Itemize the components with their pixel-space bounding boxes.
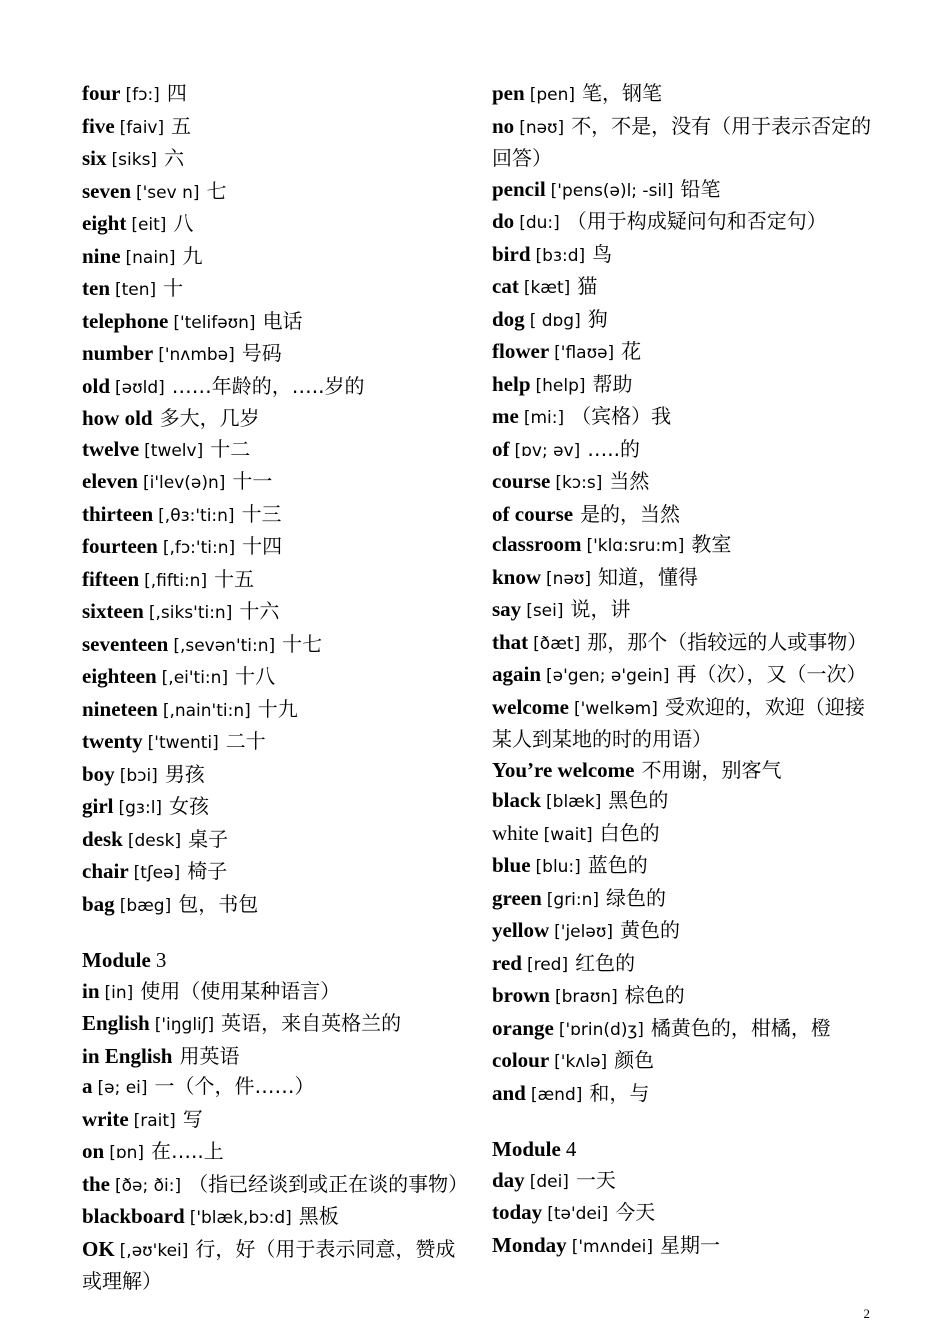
vocab-meaning: 十九 [257, 696, 298, 721]
vocab-meaning: 颜色 [614, 1048, 655, 1072]
vocab-word: write [82, 1106, 129, 1131]
vocab-meaning: （指已经谈到或正在谈的事物） [188, 1171, 469, 1196]
vocab-word: Monday [492, 1232, 567, 1257]
vocab-meaning: 十三 [241, 501, 282, 526]
vocab-phonetic: [gɜ:l] [118, 798, 163, 818]
vocab-phonetic: [,siks'ti:n] [148, 603, 233, 623]
vocab-meaning: …..的 [587, 436, 640, 461]
vocab-word: day [492, 1167, 525, 1192]
vocab-meaning: 花 [621, 339, 642, 363]
vocab-phonetic: [nəʊ] [546, 568, 592, 589]
vocab-meaning: 知道，懂得 [598, 564, 699, 589]
vocab-meaning: 八 [173, 211, 194, 235]
vocab-meaning: 十四 [242, 534, 283, 558]
vocab-phonetic: ['flaʊə] [554, 343, 615, 363]
vocab-meaning: 猫 [577, 274, 598, 298]
vocab-meaning: 当然 [609, 469, 650, 493]
vocab-word: help [492, 371, 531, 396]
vocab-phonetic: [rait] [133, 1110, 176, 1131]
vocab-word: that [492, 629, 529, 654]
vocab-word: girl [82, 794, 114, 818]
vocab-word: fourteen [82, 534, 158, 558]
vocab-meaning: 七 [206, 178, 227, 203]
vocab-meaning: 不用谢，别客气 [641, 757, 782, 782]
vocab-entry [492, 434, 877, 467]
vocab-meaning: 椅子 [187, 859, 228, 883]
vocab-meaning: 那，那个（指较远的人或事物） [587, 629, 868, 654]
vocab-entry [82, 694, 472, 727]
vocab-entry [492, 594, 877, 627]
vocab-phonetic: ['nʌmbə] [158, 345, 235, 365]
vocab-meaning: 笔，钢笔 [581, 81, 662, 105]
vocab-meaning: 英语，来自英格兰的 [221, 1011, 402, 1035]
vocab-word: do [492, 209, 515, 233]
vocab-meaning: 包，书包 [178, 891, 259, 916]
page-number: 2 [863, 1306, 870, 1321]
vocab-phonetic: [in] [104, 982, 134, 1003]
vocab-phonetic: [bæg] [119, 895, 172, 916]
vocab-word: sixteen [82, 599, 144, 623]
vocab-word: blackboard [82, 1204, 185, 1228]
vocab-entry [82, 1104, 472, 1137]
vocab-entry [492, 692, 877, 755]
vocab-word: OK [82, 1236, 115, 1261]
vocab-phonetic: [dei] [529, 1171, 569, 1192]
vocab-entry [492, 111, 877, 174]
vocab-meaning: 写 [182, 1106, 203, 1131]
vocab-phonetic: [du:] [519, 213, 560, 233]
vocab-entry [492, 627, 877, 660]
vocabulary-list [492, 78, 877, 1110]
vocab-entry [82, 889, 472, 922]
vocab-word: pencil [492, 176, 546, 201]
vocab-word: the [82, 1171, 110, 1196]
vocab-meaning: 四 [166, 81, 187, 105]
vocab-entry [492, 948, 877, 981]
vocab-entry [492, 369, 877, 402]
vocab-meaning: 十二 [210, 436, 251, 461]
vocab-word: of [492, 436, 510, 461]
vocab-phonetic: [ dɒg] [529, 310, 581, 331]
vocab-meaning: 桌子 [188, 826, 229, 851]
vocab-phonetic: [wait] [543, 824, 593, 845]
vocab-entry [82, 856, 472, 889]
vocab-entry [492, 466, 877, 499]
vocab-word: twenty [82, 729, 143, 753]
vocab-meaning: （用于构成疑问句和否定句） [566, 209, 827, 233]
vocab-entry [492, 1013, 877, 1046]
vocab-meaning: 行，好（用于表示同意，赞成或理解） [82, 1236, 456, 1293]
vocab-phonetic: [ə; ei] [97, 1078, 148, 1098]
vocab-meaning: 星期一 [660, 1232, 720, 1257]
vocab-word: again [492, 662, 542, 686]
vocab-phonetic: [tʃeə] [133, 863, 181, 883]
vocab-entry [82, 1071, 472, 1104]
vocab-phonetic: [red] [526, 954, 569, 975]
vocab-phonetic: [,fɔ:'ti:n] [162, 538, 236, 558]
vocab-phonetic: ['pens(ə)l; -sil] [550, 180, 674, 201]
vocab-word: chair [82, 859, 129, 883]
vocab-phonetic: [mi:] [523, 408, 565, 428]
vocab-phonetic: [blu:] [535, 857, 581, 877]
vocab-meaning: 十 [163, 276, 184, 300]
vocab-entry [492, 401, 877, 434]
vocab-word: blue [492, 853, 531, 877]
vocab-meaning: 五 [171, 113, 192, 138]
vocab-entry [492, 818, 877, 851]
vocab-meaning: 电话 [262, 308, 303, 333]
vocab-word: of course [492, 501, 574, 526]
vocab-meaning: 红色的 [575, 950, 636, 975]
vocab-word: You’re welcome [492, 757, 635, 782]
vocab-word: me [492, 404, 519, 428]
vocab-meaning: 铅笔 [680, 176, 721, 201]
vocab-entry [492, 206, 877, 239]
vocab-word: five [82, 113, 115, 138]
vocabulary-list [82, 78, 472, 921]
vocab-meaning: 帮助 [592, 371, 633, 396]
vocab-entry [492, 336, 877, 369]
vocab-entry [82, 1201, 472, 1234]
vocab-phonetic: ['klɑ:sru:m] [586, 536, 685, 556]
vocab-phonetic: [ten] [115, 280, 157, 300]
vocab-phonetic: [,fifti:n] [144, 570, 208, 591]
vocab-phonetic: [ænd] [530, 1084, 583, 1105]
vocab-meaning: 鸟 [592, 241, 613, 266]
vocab-word: nine [82, 243, 121, 268]
vocab-entry [82, 78, 472, 111]
vocab-word: ten [82, 276, 110, 300]
vocab-phonetic: [gri:n] [546, 889, 600, 910]
vocab-phonetic: [fɔ:] [125, 85, 160, 105]
vocab-meaning: 一天 [575, 1167, 616, 1192]
vocab-word: no [492, 113, 515, 138]
vocab-word: in [82, 978, 100, 1003]
vocab-entry [82, 791, 472, 824]
vocab-meaning: 多大，几岁 [159, 406, 260, 430]
vocab-phonetic: ['welkəm] [573, 698, 658, 719]
vocab-entry [82, 306, 472, 339]
vocab-entry [82, 1136, 472, 1169]
vocab-entry [82, 143, 472, 176]
vocab-word: say [492, 597, 522, 621]
vocab-entry [492, 562, 877, 595]
vocab-phonetic: [bɜ:d] [535, 245, 586, 266]
vocab-word: seven [82, 178, 131, 203]
vocab-meaning: 白色的 [599, 820, 660, 845]
vocab-phonetic: ['ɒrin(d)ʒ] [558, 1019, 644, 1040]
vocab-phonetic: ['twenti] [147, 733, 219, 753]
vocab-phonetic: [nain] [125, 247, 176, 268]
vocab-word: eight [82, 211, 127, 235]
module-number: 4 [565, 1137, 577, 1161]
vocab-phonetic: [tə'dei] [547, 1204, 609, 1224]
vocab-word: bag [82, 891, 115, 916]
vocab-entry [492, 239, 877, 272]
vocab-phonetic: [pen] [529, 85, 575, 105]
vocab-entry [82, 726, 472, 759]
vocab-entry [82, 531, 472, 564]
vocab-phonetic: [help] [535, 375, 586, 396]
right-column [492, 78, 877, 1262]
vocab-phonetic: ['sev n] [136, 182, 200, 203]
vocab-word: black [492, 788, 542, 812]
vocab-meaning: 教室 [691, 532, 732, 556]
vocab-meaning: 橘黄色的，柑橘，橙 [650, 1015, 831, 1040]
vocab-meaning: 用英语 [179, 1043, 240, 1068]
vocab-meaning: （宾格）我 [571, 404, 672, 428]
vocab-entry [492, 529, 877, 562]
vocab-entry [82, 241, 472, 274]
vocab-phonetic: [ɒn] [109, 1143, 145, 1163]
vocab-phonetic: [kæt] [523, 278, 571, 298]
vocab-meaning: 是的，当然 [580, 501, 681, 526]
vocab-meaning: 十七 [282, 631, 323, 656]
vocab-phonetic: [,nain'ti:n] [162, 700, 251, 721]
vocab-entry [82, 403, 472, 434]
vocab-phonetic: [,əʊ'kei] [119, 1240, 189, 1261]
vocab-meaning: 六 [164, 146, 185, 170]
vocabulary-list [82, 976, 472, 1297]
vocab-entry [82, 759, 472, 792]
vocab-meaning: 说，讲 [570, 597, 631, 621]
vocab-entry [82, 434, 472, 467]
vocab-word: pen [492, 81, 525, 105]
vocab-meaning: 狗 [587, 306, 608, 331]
vocab-word: white [492, 820, 539, 845]
vocab-entry [82, 824, 472, 857]
vocab-word: colour [492, 1048, 550, 1072]
vocab-word: and [492, 1080, 526, 1105]
module-label: Module [492, 1137, 561, 1161]
vocab-word: desk [82, 826, 123, 851]
vocab-meaning: 再（次），又（一次） [676, 662, 867, 686]
vocab-phonetic: [ɒv; əv] [514, 440, 581, 461]
vocab-meaning: 绿色的 [606, 885, 667, 910]
vocab-word: fifteen [82, 566, 140, 591]
vocab-word: eighteen [82, 664, 157, 688]
vocab-entry [82, 499, 472, 532]
vocab-meaning: 今天 [615, 1200, 656, 1224]
vocab-entry [492, 78, 877, 111]
vocab-phonetic: [desk] [127, 830, 182, 851]
vocab-meaning: 黑色的 [608, 788, 669, 812]
left-column [82, 78, 472, 1297]
vocab-phonetic: [siks] [111, 150, 158, 170]
vocab-word: English [82, 1011, 150, 1035]
vocab-entry [82, 466, 472, 499]
vocab-meaning: 男孩 [164, 761, 205, 786]
vocab-phonetic: [bɔi] [119, 765, 158, 786]
vocab-word: boy [82, 761, 115, 786]
vocab-meaning: 黄色的 [619, 918, 680, 942]
vocab-entry [82, 1008, 472, 1041]
vocab-entry [492, 1078, 877, 1111]
vocab-phonetic: [braʊn] [554, 987, 618, 1007]
vocab-entry [82, 1169, 472, 1202]
vocab-phonetic: [eit] [131, 215, 167, 235]
vocab-phonetic: ['mʌndei] [571, 1236, 653, 1257]
vocab-word: yellow [492, 918, 550, 942]
vocab-entry [492, 915, 877, 948]
vocab-phonetic: [kɔ:s] [555, 473, 603, 493]
vocab-meaning: 十五 [214, 566, 255, 591]
vocab-phonetic: ['kʌlə] [554, 1052, 608, 1072]
vocab-phonetic: [əʊld] [115, 377, 165, 398]
vocab-word: six [82, 146, 107, 170]
vocab-word: bird [492, 241, 531, 266]
module-heading [492, 1134, 877, 1165]
vocab-meaning: 不，不是，没有（用于表示否定的回答） [492, 113, 872, 170]
vocab-word: how old [82, 406, 153, 430]
vocab-phonetic: [ðə; ði:] [115, 1175, 182, 1196]
vocab-entry [492, 304, 877, 337]
vocab-entry [82, 338, 472, 371]
module-heading [82, 945, 472, 976]
vocab-entry [82, 661, 472, 694]
vocab-phonetic: [i'lev(ə)n] [142, 473, 226, 493]
vocab-word: on [82, 1139, 105, 1163]
vocab-word: brown [492, 983, 550, 1007]
vocab-entry [492, 1045, 877, 1078]
vocab-phonetic: ['blæk,bɔ:d] [189, 1208, 292, 1228]
vocab-meaning: 使用（使用某种语言） [140, 978, 341, 1003]
vocabulary-list [492, 1165, 877, 1263]
vocab-entry [492, 1165, 877, 1198]
vocab-entry [492, 271, 877, 304]
vocab-word: twelve [82, 436, 140, 461]
vocab-word: eleven [82, 469, 138, 493]
vocab-entry [82, 176, 472, 209]
vocab-meaning: ……年龄的，…..岁的 [171, 373, 365, 398]
vocab-entry [492, 659, 877, 692]
vocab-entry [492, 850, 877, 883]
vocab-phonetic: [nəʊ] [519, 117, 565, 138]
vocab-meaning: 一（个，件……） [154, 1074, 315, 1098]
vocab-entry [82, 111, 472, 144]
vocab-word: four [82, 81, 121, 105]
vocab-word: green [492, 885, 542, 910]
vocab-phonetic: ['jeləʊ] [554, 922, 613, 942]
vocab-phonetic: [sei] [526, 601, 564, 621]
vocab-meaning: 蓝色的 [587, 853, 648, 877]
vocab-meaning: 十八 [235, 664, 276, 688]
vocab-entry [82, 629, 472, 662]
vocab-word: old [82, 373, 111, 398]
vocab-meaning: 号码 [241, 341, 282, 365]
vocab-meaning: 二十 [225, 729, 266, 753]
vocab-phonetic: [ðæt] [533, 633, 581, 654]
module-number: 3 [155, 948, 167, 972]
vocab-entry [82, 371, 472, 404]
vocab-word: dog [492, 306, 525, 331]
vocab-meaning: 九 [182, 243, 203, 268]
vocab-word: know [492, 564, 542, 589]
vocab-entry [492, 1197, 877, 1230]
vocab-entry [82, 1041, 472, 1072]
vocab-entry [82, 208, 472, 241]
vocab-entry [492, 785, 877, 818]
vocab-phonetic: [twelv] [144, 440, 204, 461]
vocab-word: red [492, 950, 522, 975]
vocab-word: welcome [492, 694, 569, 719]
vocab-phonetic: [,sevən'ti:n] [173, 635, 276, 656]
vocab-word: flower [492, 339, 550, 363]
vocab-word: thirteen [82, 501, 154, 526]
vocab-entry [492, 980, 877, 1013]
vocab-meaning: 女孩 [169, 794, 210, 818]
vocab-phonetic: [blæk] [546, 792, 602, 812]
vocab-word: cat [492, 274, 519, 298]
vocab-phonetic: [,θɜ:'ti:n] [158, 505, 235, 526]
vocab-word: orange [492, 1015, 554, 1040]
vocab-entry [492, 174, 877, 207]
vocab-word: number [82, 341, 154, 365]
vocab-meaning: 黑板 [298, 1204, 339, 1228]
vocab-meaning: 棕色的 [624, 983, 685, 1007]
vocab-entry [492, 755, 877, 786]
vocab-phonetic: ['iŋgliʃ] [154, 1015, 215, 1035]
vocab-word: in English [82, 1043, 173, 1068]
vocab-entry [82, 596, 472, 629]
module-label: Module [82, 948, 151, 972]
vocab-word: a [82, 1074, 93, 1098]
vocab-entry [82, 564, 472, 597]
vocab-phonetic: ['telifəʊn] [173, 312, 256, 333]
vocab-entry [492, 1230, 877, 1263]
vocab-entry [82, 976, 472, 1009]
vocab-meaning: 和，与 [589, 1080, 650, 1105]
vocab-meaning: 十一 [232, 469, 273, 493]
vocab-entry [82, 273, 472, 306]
vocab-word: today [492, 1200, 543, 1224]
vocab-entry [82, 1234, 472, 1297]
vocab-word: telephone [82, 308, 169, 333]
vocab-word: classroom [492, 532, 582, 556]
vocab-phonetic: [,ei'ti:n] [161, 668, 229, 688]
vocab-word: seventeen [82, 631, 169, 656]
vocab-word: course [492, 469, 551, 493]
vocab-meaning: 十六 [239, 599, 280, 623]
vocab-entry [492, 499, 877, 530]
vocab-word: nineteen [82, 696, 158, 721]
vocab-phonetic: [ə'gen; ə'gein] [546, 666, 670, 686]
vocab-meaning: 在…..上 [151, 1139, 224, 1163]
vocab-entry [492, 883, 877, 916]
vocab-meaning: 受欢迎的，欢迎（迎接某人到某地的时的用语） [492, 694, 865, 751]
vocab-phonetic: [faiv] [119, 117, 165, 138]
